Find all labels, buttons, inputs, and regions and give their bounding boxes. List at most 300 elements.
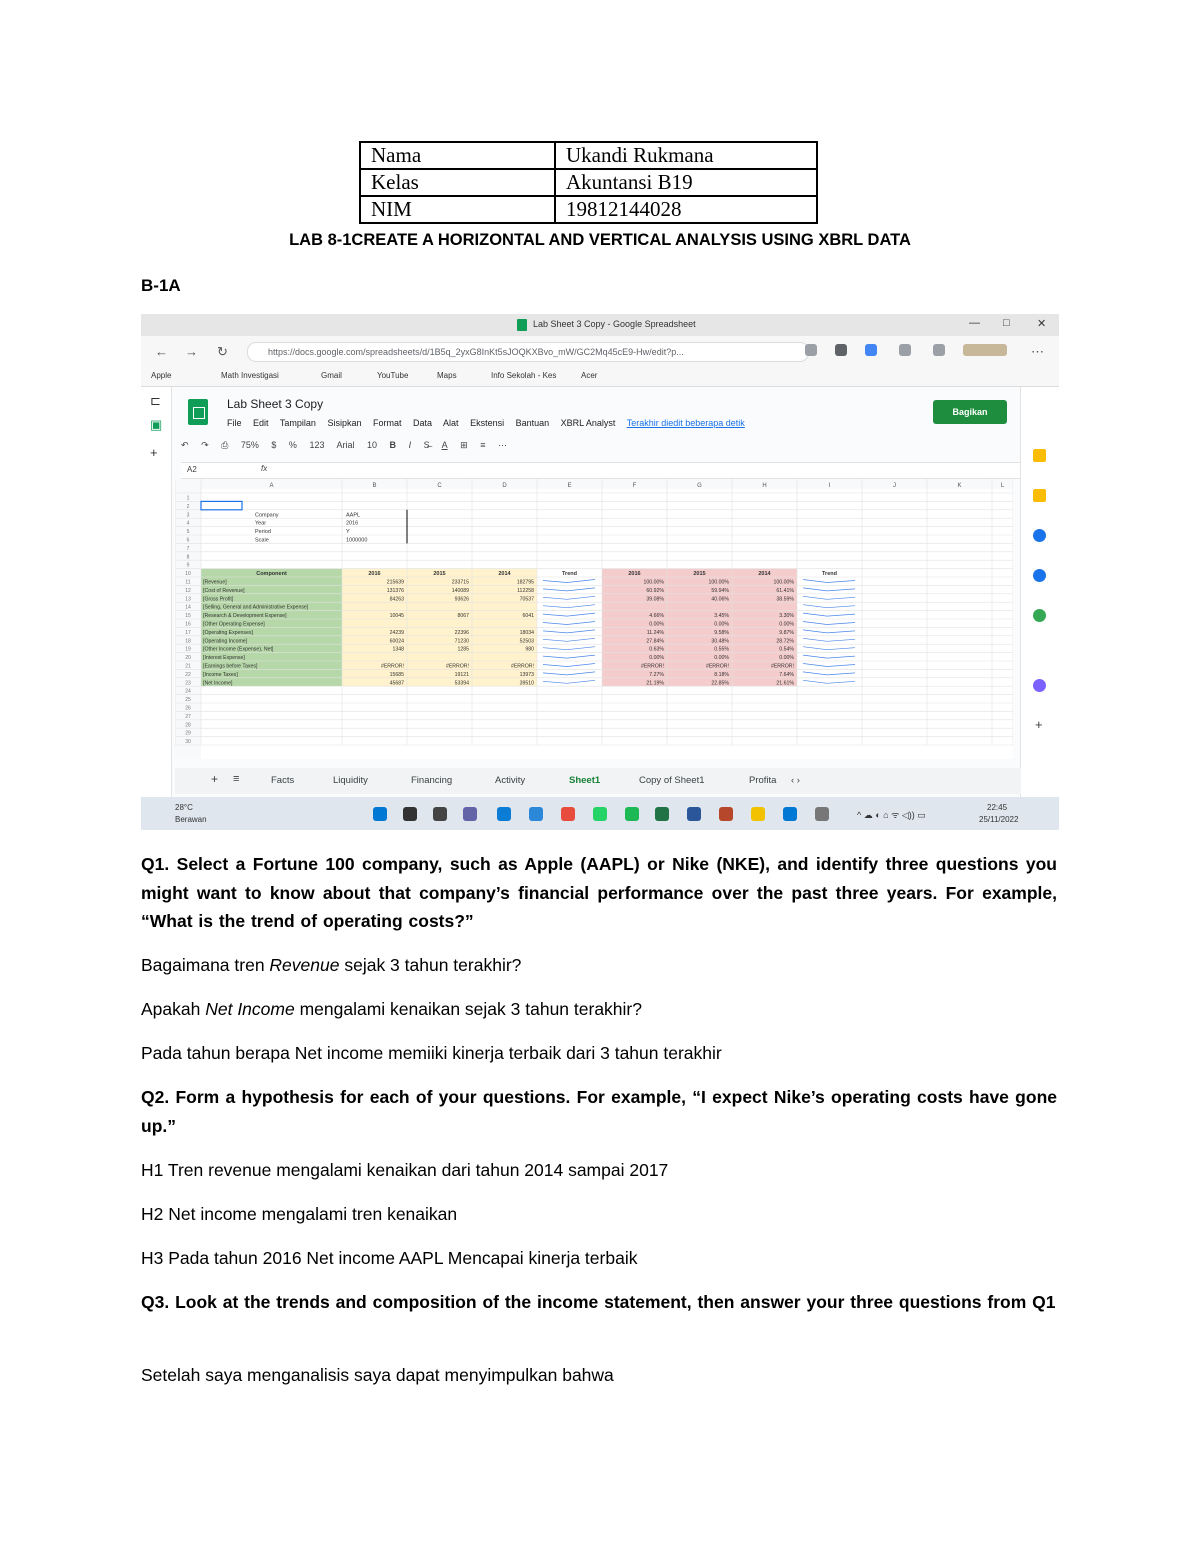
column-header: J (893, 483, 896, 489)
sheets-logo (188, 399, 208, 425)
percent-cell: 9.87% (779, 629, 794, 636)
chat-icon[interactable] (463, 807, 477, 821)
menu-extensions[interactable]: Ekstensi (470, 418, 505, 428)
field-value: Y (346, 529, 350, 536)
row-number: 1 (186, 495, 190, 502)
trend-sparkline (543, 672, 595, 675)
trend-sparkline (803, 596, 855, 599)
percent-cell: 21.19% (646, 680, 664, 687)
fx-icon: fx (261, 464, 268, 473)
percent-icon[interactable]: % (288, 440, 297, 450)
row-number: 14 (185, 604, 191, 611)
column-header: F (632, 483, 637, 489)
tab-profitability[interactable]: Profita (749, 775, 777, 786)
column-header-strip (175, 479, 1013, 489)
row-number: 20 (185, 655, 191, 662)
more-icon[interactable]: ⋯ (498, 440, 507, 450)
section-label: B-1A (141, 276, 181, 295)
tab-sheet1[interactable]: Sheet1 (569, 775, 601, 786)
strikethrough-icon[interactable]: S̶ (423, 440, 430, 450)
table-header: 2016 (628, 571, 641, 578)
row-label: [Interest Expense] (203, 655, 245, 662)
clock-date: 25/11/2022 (979, 815, 1019, 824)
percent-cell: 0.00% (714, 655, 729, 662)
contacts-icon[interactable] (1033, 569, 1046, 582)
row-number: 26 (185, 705, 191, 712)
answer-text: Bagaimana tren (141, 955, 270, 975)
value-cell: 52503 (519, 638, 534, 645)
row-number: 28 (185, 722, 191, 729)
bookmark-item[interactable]: Apple (151, 371, 172, 380)
back-icon[interactable]: ← (155, 344, 168, 359)
trend-sparkline (803, 580, 855, 583)
table-header: 2015 (693, 571, 706, 578)
percent-cell: 59.94% (711, 587, 729, 594)
answer-line: Setelah saya menganalisis saya dapat menyimpulkan bahwa (141, 1365, 614, 1385)
document-title (0, 231, 1072, 250)
share-button[interactable]: Bagikan (933, 400, 1007, 424)
answer-text: sejak 3 tahun terakhir? (339, 955, 522, 975)
row-number: 30 (185, 739, 191, 746)
percent-cell: 38.59% (776, 596, 794, 603)
field-label: Scale (255, 537, 269, 544)
percent-cell: #ERROR! (640, 663, 664, 670)
selected-cell (201, 501, 242, 509)
borders-icon[interactable]: ⊞ (460, 440, 468, 450)
trend-sparkline (543, 580, 595, 583)
column-header: I (828, 483, 831, 489)
table-header: Component (256, 571, 287, 578)
row-label: [Other Operating Expense] (203, 621, 265, 628)
row-number: 9 (186, 562, 190, 569)
column-header: E (567, 483, 572, 489)
percent-cell: 61.41% (776, 587, 794, 594)
clock-time[interactable]: 22:45 (987, 803, 1008, 812)
trend-sparkline (803, 588, 855, 591)
percent-cell: 0.00% (779, 655, 794, 662)
menu-format[interactable]: Format (372, 418, 402, 428)
trend-sparkline (803, 613, 855, 616)
profile-icon[interactable] (963, 344, 1007, 356)
table-header: Trend (562, 571, 577, 578)
value-cell: 53394 (454, 680, 469, 687)
percent-cell: 3.45% (714, 613, 729, 620)
value-cell: 60024 (389, 638, 404, 645)
percent-cell: 7.27% (649, 671, 664, 678)
row-number: 11 (185, 579, 191, 586)
word-icon[interactable] (687, 807, 701, 821)
percent-cell: 0.54% (779, 646, 794, 653)
question-3: Q3. Look at the trends and composition of the income statement, then answer your three questions from Q1 (141, 1292, 1056, 1312)
value-cell: 140089 (451, 587, 469, 594)
value-cell: #ERROR! (380, 663, 404, 670)
weather-desc: Berawan (175, 815, 207, 824)
windows-taskbar (141, 797, 1059, 830)
mail-icon[interactable] (529, 807, 543, 821)
right-rail (1020, 387, 1059, 797)
sheet-tabs-bar (175, 768, 1021, 794)
row-number: 17 (185, 629, 191, 636)
percent-cell: 39.08% (646, 596, 664, 603)
all-sheets-icon[interactable]: ≡ (233, 773, 240, 785)
percent-cell: 60.92% (646, 587, 664, 594)
percent-cell: 7.64% (779, 671, 794, 678)
value-cell: 70537 (519, 596, 534, 603)
tab-copy-of-sheet1[interactable]: Copy of Sheet1 (639, 775, 705, 786)
calendar-icon[interactable] (1033, 449, 1046, 462)
value-cell: 112258 (517, 587, 534, 594)
number-format-select[interactable]: 123 (309, 440, 325, 450)
value-cell: #ERROR! (510, 663, 534, 670)
row-number: 6 (186, 537, 190, 544)
text-color-icon[interactable]: A (441, 440, 448, 450)
trend-sparkline (803, 622, 855, 625)
formatting-toolbar (181, 440, 1021, 460)
value-cell: 215639 (386, 579, 404, 586)
value-cell: 15685 (389, 671, 404, 678)
name-box[interactable]: A2 (187, 465, 197, 474)
row-number: 13 (185, 596, 191, 603)
read-aloud-icon[interactable] (805, 344, 817, 356)
percent-cell: 0.55% (714, 646, 729, 653)
row-label: [Net Income] (203, 680, 233, 687)
last-edit-link[interactable]: Terakhir diedit beberapa detik (626, 418, 745, 428)
value-cell: 1285 (457, 646, 469, 653)
bookmark-item[interactable]: Acer (581, 371, 598, 380)
forward-icon[interactable]: → (185, 344, 198, 359)
add-addon-icon[interactable]: + (1035, 717, 1043, 732)
menu-data[interactable]: Data (413, 418, 433, 428)
maps-icon[interactable] (1033, 609, 1046, 622)
sheets-app (141, 387, 1059, 797)
identity-row (360, 196, 817, 223)
reload-icon[interactable]: ↻ (217, 344, 228, 359)
row-number: 25 (185, 697, 191, 704)
spreadsheet-grid[interactable] (175, 479, 1013, 759)
row-number: 5 (186, 529, 190, 536)
maximize-icon[interactable]: □ (1003, 317, 1010, 329)
row-number: 15 (185, 613, 191, 620)
percent-cell: 9.58% (714, 629, 729, 636)
row-number: 8 (186, 554, 190, 561)
menu-file[interactable]: File (227, 418, 242, 428)
table-header: 2015 (433, 571, 446, 578)
address-bar (141, 336, 1059, 366)
print-icon[interactable]: ⎙ (221, 440, 229, 450)
document-name[interactable]: Lab Sheet 3 Copy (227, 397, 324, 411)
percent-cell: 4.66% (649, 613, 664, 620)
system-tray-icons[interactable]: ^ ☁ ◐ ⌂ ᯤ ◁)) ▭ (857, 810, 926, 820)
window-title: Lab Sheet 3 Copy - Google Spreadsheet (533, 319, 696, 329)
bookmark-item[interactable]: Maps (437, 371, 457, 380)
row-label: [Revenue] (203, 579, 227, 586)
value-cell: 45687 (389, 680, 404, 687)
row-label: [Operating Expenses] (203, 629, 253, 636)
explorer-icon[interactable] (751, 807, 765, 821)
percent-cell: 22.85% (711, 680, 729, 687)
row-number: 10 (185, 571, 191, 578)
trend-sparkline (543, 596, 595, 599)
table-header: 2016 (368, 571, 381, 578)
left-rail (141, 387, 172, 797)
more-icon[interactable]: ⋯ (1031, 344, 1044, 359)
value-cell: #ERROR! (445, 663, 469, 670)
weather-temp[interactable]: 28°C (175, 803, 193, 812)
value-cell: 182795 (516, 579, 534, 586)
trend-sparkline (543, 638, 595, 641)
trend-sparkline (803, 638, 855, 641)
column-header: A (269, 483, 274, 489)
bold-icon[interactable]: B (389, 440, 397, 450)
row-label: [Earnings before Taxes] (203, 663, 258, 670)
value-cell: 18034 (519, 629, 534, 636)
zoom-select[interactable]: 75% (240, 440, 259, 450)
row-number: 24 (185, 688, 191, 695)
value-cell: 980 (525, 646, 534, 653)
column-header: G (697, 483, 702, 489)
value-cell: 39510 (519, 680, 534, 687)
row-number: 18 (185, 638, 191, 645)
column-header: L (1000, 483, 1005, 489)
row-number: 29 (185, 730, 191, 737)
table-header: 2014 (758, 571, 771, 578)
answer-line: H3 Pada tahun 2016 Net income AAPL Mencapai kinerja terbaik (141, 1248, 638, 1268)
field-label: Company (255, 512, 279, 519)
redo-icon[interactable]: ↷ (201, 440, 209, 450)
identity-value: Akuntansi B19 (555, 169, 817, 196)
spotify-icon[interactable] (625, 807, 639, 821)
row-number: 23 (185, 680, 191, 687)
answer-line: H1 Tren revenue mengalami kenaikan dari tahun 2014 sampai 2017 (141, 1160, 669, 1180)
answer-text: mengalami kenaikan sejak 3 tahun terakhir? (294, 999, 642, 1019)
refresh-icon[interactable] (899, 344, 911, 356)
sheets-app-icon[interactable]: ▣ (150, 417, 163, 432)
trend-sparkline (543, 613, 595, 616)
row-label: [Income Taxes] (203, 671, 238, 678)
trend-sparkline (543, 680, 595, 683)
percent-cell: 100.00% (643, 579, 664, 586)
percent-cell: 30.48% (711, 638, 729, 645)
row-label: [Selling, General and Administrative Expense] (203, 604, 309, 611)
close-icon[interactable]: ✕ (1037, 318, 1047, 330)
trend-sparkline (543, 630, 595, 633)
trend-sparkline (803, 647, 855, 650)
percent-cell: 11.24% (646, 629, 664, 636)
identity-value: 19812144028 (555, 196, 817, 223)
percent-cell: 0.63% (649, 646, 664, 653)
percent-cell: 100.00% (773, 579, 794, 586)
percent-cell: 0.00% (779, 621, 794, 628)
column-header: D (502, 483, 507, 489)
row-number: 19 (185, 646, 191, 653)
bookmark-item[interactable]: Info Sekolah - Kes (491, 371, 557, 380)
column-header: H (762, 483, 767, 489)
percent-cell: 40.06% (711, 596, 729, 603)
value-cell: 1348 (392, 646, 404, 653)
bookmark-item[interactable]: Gmail (321, 371, 342, 380)
bookmark-item[interactable]: Math Investigasi (221, 371, 279, 380)
identity-value: Ukandi Rukmana (555, 142, 817, 169)
answer-emphasis: Net Income (205, 999, 295, 1019)
value-cell: 84263 (389, 596, 404, 603)
question-1: Q1. Select a Fortune 100 company, such as Apple (AAPL) or Nike (NKE), and identify three questions you might want to know about that company’s financial performance over the past three years. For example, “What is the trend of operating costs?” (141, 854, 1057, 931)
trend-sparkline (803, 630, 855, 633)
formula-bar (181, 462, 1021, 479)
value-cell: 10045 (389, 613, 404, 620)
addon-icon[interactable] (1033, 679, 1046, 692)
identity-key: Kelas (360, 169, 555, 196)
onedrive-icon[interactable] (783, 807, 797, 821)
table-header: Trend (822, 571, 837, 578)
value-cell: 71230 (454, 638, 469, 645)
table-header: 2014 (498, 571, 511, 578)
row-number: 27 (185, 713, 191, 720)
value-cell: 24239 (389, 629, 404, 636)
tab-facts[interactable]: Facts (271, 775, 295, 786)
menu-help[interactable]: Bantuan (515, 418, 550, 428)
trend-sparkline (543, 622, 595, 625)
sheets-icon (517, 319, 527, 331)
start-icon[interactable] (373, 807, 387, 821)
row-label: [Gross Profit] (203, 596, 234, 603)
percent-cell: 0.00% (714, 621, 729, 628)
identity-row (360, 169, 817, 196)
keep-icon[interactable] (1033, 489, 1046, 502)
field-label: Period (255, 529, 271, 536)
trend-sparkline (803, 655, 855, 658)
field-value: 1000000 (346, 537, 368, 544)
undo-icon[interactable]: ↶ (181, 440, 189, 450)
row-number: 4 (186, 520, 190, 527)
trend-sparkline (543, 655, 595, 658)
percent-cell: 0.00% (649, 621, 664, 628)
identity-row (360, 142, 817, 169)
row-label: [Other Income (Expense), Net] (203, 646, 274, 653)
identity-key: Nama (360, 142, 555, 169)
column-header: C (437, 483, 442, 489)
menu-bar (227, 418, 754, 428)
browser-titlebar (141, 314, 1059, 336)
column-header: B (372, 483, 377, 489)
row-label: [Cost of Revenue] (203, 587, 245, 594)
extension-icon[interactable] (835, 344, 847, 356)
row-number: 22 (185, 671, 191, 678)
trend-sparkline (543, 588, 595, 591)
tab-scroll-arrows[interactable]: ‹ › (791, 775, 800, 786)
embedded-screenshot (141, 314, 1059, 830)
trend-sparkline (543, 605, 595, 608)
answer-line (141, 995, 1057, 1024)
percent-cell: 28.72% (776, 638, 794, 645)
row-number: 7 (186, 545, 190, 552)
answer-line (141, 951, 1057, 980)
tab-liquidity[interactable]: Liquidity (333, 775, 368, 786)
italic-icon[interactable]: I (408, 440, 412, 450)
answer-text: Apakah (141, 999, 206, 1019)
trend-sparkline (543, 664, 595, 667)
percent-cell: 21.61% (776, 680, 794, 687)
percent-cell: 0.00% (649, 655, 664, 662)
row-number: 12 (185, 587, 191, 594)
whatsapp-icon[interactable] (593, 807, 607, 821)
value-cell: 93626 (454, 596, 469, 603)
grid-canvas (175, 479, 1013, 759)
menu-xbrl[interactable]: XBRL Analyst (560, 418, 616, 428)
percent-cell: 8.18% (714, 671, 729, 678)
add-icon[interactable]: + (150, 445, 158, 460)
value-cell: 131376 (386, 587, 404, 594)
url-field[interactable]: https://docs.google.com/spreadsheets/d/1B5q_2yxG8InKt5sJOQKXBvo_mW/GC2Mq45cE9-Hw/edit?p... (247, 342, 809, 362)
row-number: 16 (185, 621, 191, 628)
minimize-icon[interactable]: — (969, 317, 980, 329)
row-number: 3 (186, 512, 190, 519)
align-icon[interactable]: ≡ (480, 440, 486, 450)
percent-cell: 100.00% (708, 579, 729, 586)
field-value: 2016 (346, 520, 359, 527)
row-label: [Operating Income] (203, 638, 248, 645)
tab-activity[interactable]: Activity (495, 775, 526, 786)
add-sheet-icon[interactable]: + (211, 772, 219, 786)
menu-tools[interactable]: Alat (443, 418, 459, 428)
menu-view[interactable]: Tampilan (279, 418, 316, 428)
percent-cell: 3.30% (779, 613, 794, 620)
font-size-select[interactable]: 10 (367, 440, 378, 450)
settings-icon[interactable] (815, 807, 829, 821)
value-cell: 13973 (519, 671, 534, 678)
edge-icon[interactable] (497, 807, 511, 821)
task-view-icon[interactable] (433, 807, 447, 821)
answer-line: Pada tahun berapa Net income memiiki kinerja terbaik dari 3 tahun terakhir (141, 1043, 722, 1063)
percent-cell: #ERROR! (770, 663, 794, 670)
trend-sparkline (803, 664, 855, 667)
column-header: K (957, 483, 962, 489)
tab-financing[interactable]: Financing (411, 775, 453, 786)
extension-icon[interactable] (865, 344, 877, 356)
excel-icon[interactable] (655, 807, 669, 821)
row-number: 2 (186, 503, 190, 510)
search-icon[interactable] (403, 807, 417, 821)
row-label: [Research & Development Expense] (203, 613, 287, 620)
row-number: 21 (185, 663, 191, 670)
bookmark-item[interactable]: YouTube (377, 371, 409, 380)
favorites-icon[interactable] (933, 344, 945, 356)
menu-insert[interactable]: Sisipkan (327, 418, 362, 428)
percent-cell: 27.84% (646, 638, 664, 645)
value-cell: 233715 (451, 579, 469, 586)
sidebar-icon[interactable]: ⊏ (150, 393, 161, 408)
powerpoint-icon[interactable] (719, 807, 733, 821)
tasks-icon[interactable] (1033, 529, 1046, 542)
field-value: AAPL (346, 512, 361, 519)
value-cell: 8067 (457, 613, 469, 620)
chrome-icon[interactable] (561, 807, 575, 821)
trend-sparkline (803, 605, 855, 608)
value-cell: 6041 (522, 613, 534, 620)
trend-sparkline (543, 647, 595, 650)
trend-sparkline (803, 680, 855, 683)
answer-emphasis: Revenue (269, 955, 340, 975)
identity-table (359, 141, 818, 224)
menu-edit[interactable]: Edit (253, 418, 269, 428)
trend-sparkline (803, 672, 855, 675)
question-2: Q2. Form a hypothesis for each of your questions. For example, “I expect Nike’s operating costs have gone up.” (141, 1087, 1057, 1136)
bookmarks-bar (141, 366, 1059, 387)
font-select[interactable]: Arial (336, 440, 355, 450)
currency-icon[interactable]: $ (271, 440, 277, 450)
value-cell: 19121 (454, 671, 469, 678)
document-title-text: LAB 8-1CREATE A HORIZONTAL AND VERTICAL ANALYSIS USING XBRL DATA (289, 231, 911, 249)
answer-line: H2 Net income mengalami tren kenaikan (141, 1204, 458, 1224)
